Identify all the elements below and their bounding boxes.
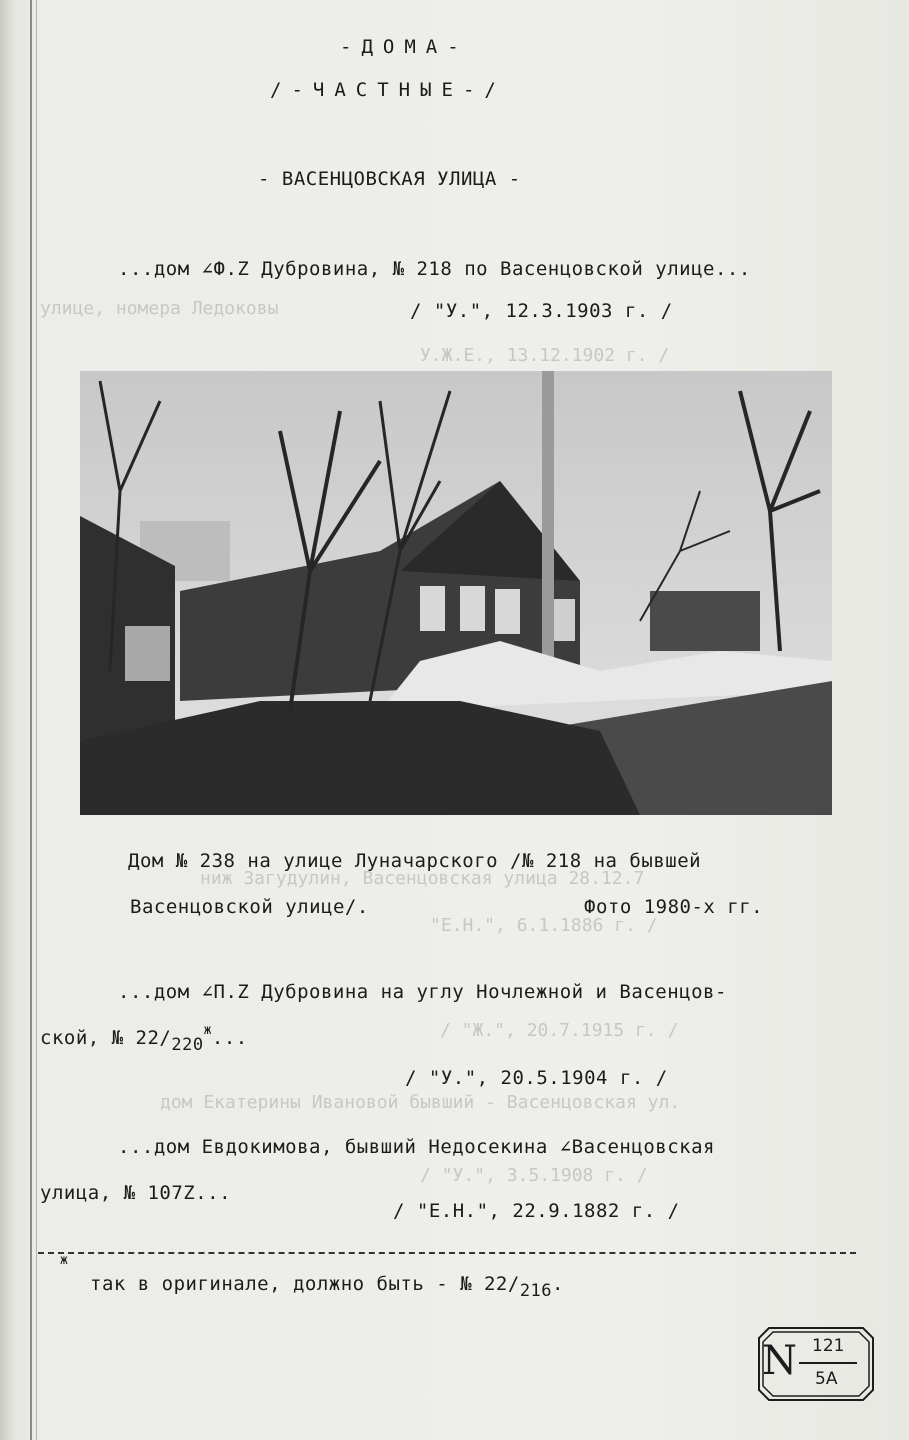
house-photo-image	[80, 371, 832, 815]
entry2-text: ...дом ∠П.Z Дубровина на углу Ночлежной и Васенцов-	[118, 981, 727, 1003]
show-through-text: / "У.", 3.5.1908 г. /	[420, 1165, 648, 1186]
footnote-number-sub: 216	[519, 1281, 553, 1301]
heading-houses: -ДОМА-	[340, 36, 469, 58]
entry3-source: / "Е.Н.", 22.9.1882 г. /	[393, 1200, 680, 1222]
show-through-text: улице, номера Ледоковы	[40, 298, 279, 319]
show-through-text: ниж Загудулин, Васенцовская улица 28.12.7	[200, 868, 645, 889]
footnote-text	[90, 1273, 564, 1301]
footnote-divider	[38, 1252, 856, 1254]
stamp-denominator: 5А	[815, 1369, 838, 1389]
show-through-text: "Е.Н.", 6.1.1886 г. /	[430, 915, 658, 936]
entry2-text-continued	[40, 1023, 248, 1055]
photo-caption-line1: Дом № 238 на улице Луначарского /№ 218 на бывшей	[128, 850, 702, 872]
footnote-mark: ж	[60, 1253, 69, 1268]
binding-edge	[30, 0, 32, 1440]
entry2-number: ской, № 22/	[40, 1027, 172, 1049]
entry3-text: ...дом Евдокимова, бывший Недосекина ∠Васенцовская	[118, 1136, 715, 1158]
photo-caption-line2: Васенцовской улице/.	[130, 896, 369, 918]
show-through-text: У.Ж.Е., 13.12.1902 г. /	[420, 345, 670, 366]
stamp-symbol: N	[762, 1338, 797, 1384]
entry1-text: ...дом ∠Ф.Z Дубровина, № 218 по Васенцовской улице...	[118, 258, 751, 280]
photo-caption-date: Фото 1980-х гг.	[584, 896, 764, 918]
heading-street: - ВАСЕНЦОВСКАЯ УЛИЦА -	[258, 168, 521, 190]
footnote-period: .	[552, 1273, 564, 1295]
entry2-ellipsis: ...	[211, 1027, 248, 1049]
house-photo	[80, 371, 832, 815]
entry2-number-sub: 220	[171, 1035, 204, 1055]
entry1-source: / "У.", 12.3.1903 г. /	[410, 300, 673, 322]
heading-private: /-ЧАСТНЫЕ-/	[270, 79, 506, 101]
stamp-numerator: 121	[812, 1336, 845, 1356]
entry2-source: / "У.", 20.5.1904 г. /	[405, 1067, 668, 1089]
binding-edge-inner	[36, 0, 37, 1440]
entry3-text-continued: улица, № 107Z...	[40, 1182, 232, 1204]
show-through-text: / "Ж.", 20.7.1915 г. /	[440, 1020, 679, 1041]
archive-stamp	[757, 1326, 875, 1402]
footnote-marker: ж	[203, 1023, 212, 1038]
footnote-text-main: так в оригинале, должно быть - № 22/	[90, 1273, 520, 1295]
show-through-text: дом Екатерины Ивановой бывший - Васенцовская ул.	[160, 1092, 681, 1113]
